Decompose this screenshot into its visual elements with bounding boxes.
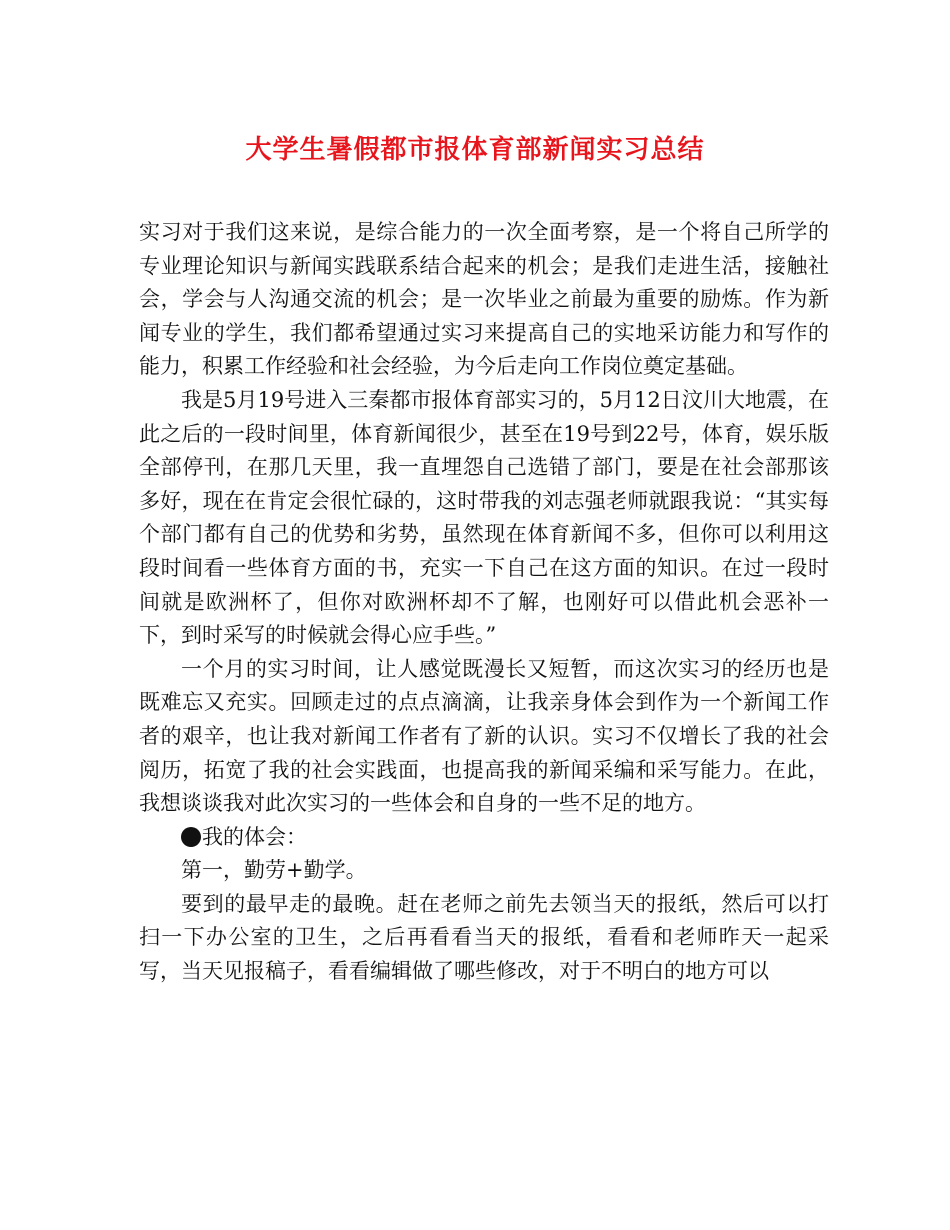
bullet-heading — [139, 821, 829, 855]
document-body — [139, 216, 829, 989]
subheading-first-point: 第一，勤劳+勤学。 — [181, 858, 367, 883]
bullet-dot-icon — [181, 827, 201, 847]
paragraph-reflection: 一个月的实习时间，让人感觉既漫长又短暂，而这次实习的经历也是既难忘又充实。回顾走过的点点滴滴，让我亲身体会到作为一个新闻工作者的艰辛，也让我对新闻工作者有了新的认识。实习不仅增长了我的社会阅历，拓宽了我的社会实践面，也提高我的新闻采编和采写能力。在此，我想谈谈我对此次实习的一些体会和自身的一些不足的地方。 — [139, 656, 829, 816]
document-title: 大学生暑假都市报体育部新闻实习总结 — [245, 135, 705, 165]
paragraph-arrival: 我是5月19号进入三秦都市报体育部实习的，5月12日汶川大地震，在此之后的一段时间里，体育新闻很少，甚至在19号到22号，体育，娱乐版全部停刊，在那几天里，我一直埋怨自己选错了部门，要是在社会部那该多好，现在在肯定会很忙碌的，这时带我的刘志强老师就跟我说：“其实每个部门都有自己的优势和劣势，虽然现在体育新闻不多，但你可以利用这段时间看一些体育方面的书，充实一下自己在这方面的知识。在过一段时间就是欧洲杯了，但你对欧洲杯却不了解，也刚好可以借此机会恶补一下，到时采写的时候就会得心应手些。” — [139, 387, 829, 648]
paragraph-intro: 实习对于我们这来说，是综合能力的一次全面考察，是一个将自己所学的专业理论知识与新闻实践联系结合起来的机会；是我们走进生活，接触社会，学会与人沟通交流的机会；是一次毕业之前最为重要的励炼。作为新闻专业的学生，我们都希望通过实习来提高自己的实地采访能力和写作的能力，积累工作经验和社会经验，为今后走向工作岗位奠定基础。 — [139, 220, 829, 379]
bullet-heading-text: 我的体会： — [202, 824, 307, 849]
paragraph-diligence: 要到的最早走的最晚。赶在老师之前先去领当天的报纸，然后可以打扫一下办公室的卫生，之后再看看当天的报纸，看看和老师昨天一起采写，当天见报稿子，看看编辑做了哪些修改，对于不明白的地方可以 — [139, 891, 829, 984]
